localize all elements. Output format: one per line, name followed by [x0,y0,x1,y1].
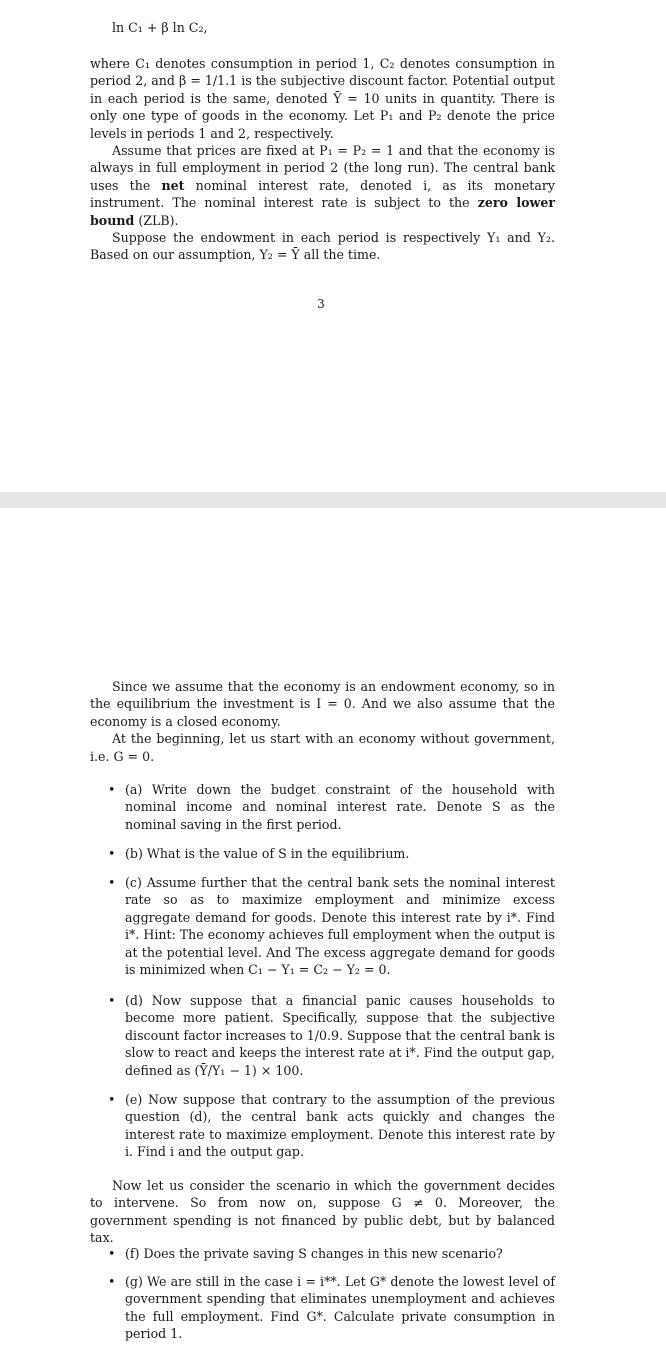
government-paragraph: Now let us consider the scenario in which the government decides to intervene. So from now on, suppose G ≠ 0. Moreover, the government spending is not financed by public debt, but by balanced tax. [90,1178,555,1246]
utility-equation: ln C₁ + β ln C₂, [112,20,208,35]
bullet-icon: • [108,1274,116,1289]
bullet-icon: • [108,993,116,1008]
page-separator [0,492,666,508]
question-a: • (a) Write down the budget constraint of the household with nominal income and nominal interest rate. Denote S as the nominal saving in the first period. [108,782,555,832]
intro-paragraph-no-government: At the beginning, let us start with an economy without government, i.e. G = 0. [90,731,555,764]
bullet-icon: • [108,1246,116,1261]
bullet-icon: • [108,782,116,797]
page-4 [0,508,666,1352]
government-intro [90,1177,555,1247]
paragraph-definitions: where C₁ denotes consumption in period 1, C₂ denotes consumption in period 2, and β = 1/1.1 is the subjective discount factor. Potential output in each period is the same, denoted Ȳ = 10 units in quantity. There is only one type of goods in the economy. Let P₁ and P₂ denote the price levels in periods 1 and 2, respectively. [90,56,555,141]
page-3 [0,0,666,492]
page-number: 3 [317,297,325,311]
question-d: • (d) Now suppose that a financial panic causes households to become more patient. Specifically, suppose that the subjective discount factor increases to 1/0.9. Suppose that the central bank is slow to react and keeps the interest rate at i*. Find the output gap, defined as (Ȳ/Y₁ − 1) × 100. [108,993,555,1078]
question-g: • (g) We are still in the case i = i**. Let G* denote the lowest level of government spending that eliminates unemployment and achieves the full employment. Find G*. Calculate private consumption in period 1. [108,1274,555,1342]
question-b: • (b) What is the value of S in the equilibrium. [108,846,410,861]
bold-zero-lower-bound: zero lower bound [90,195,555,228]
model-text-block [90,55,555,264]
bullet-icon: • [108,875,116,890]
bullet-icon: • [108,846,116,861]
bold-net: net [161,177,185,193]
intro-block [90,678,555,765]
question-c: • (c) Assume further that the central bank sets the nominal interest rate so as to maximize employment and minimize excess aggregate demand for goods. Denote this interest rate by i*. Find i*. Hint: The economy achieves full employment when the output is at the potential level. And The excess aggregate demand for goods is minimized when C₁ − Y₁ = C₂ − Y₂ = 0. [108,875,555,978]
paragraph-assumptions: Assume that prices are fixed at P₁ = P₂ = 1 and that the economy is always in full employment in period 2 (the long run). The central bank uses the net nominal interest rate, denoted i, as its monetary instrument. The nominal interest rate is subject to the zero lower bound (ZLB). [90,143,555,228]
question-f: • (f) Does the private saving S changes in this new scenario? [108,1246,503,1261]
intro-paragraph-endowment: Since we assume that the economy is an endowment economy, so in the equilibrium the investment is I = 0. And we also assume that the economy is a closed economy. [90,679,555,729]
question-e: • (e) Now suppose that contrary to the assumption of the previous question (d), the central bank acts quickly and changes the interest rate to maximize employment. Denote this interest rate by i. Find i and the output gap. [108,1092,555,1160]
bullet-icon: • [108,1092,116,1107]
paragraph-endowment: Suppose the endowment in each period is respectively Y₁ and Y₂. Based on our assumption, Y₂ = Ȳ all the time. [90,230,555,263]
